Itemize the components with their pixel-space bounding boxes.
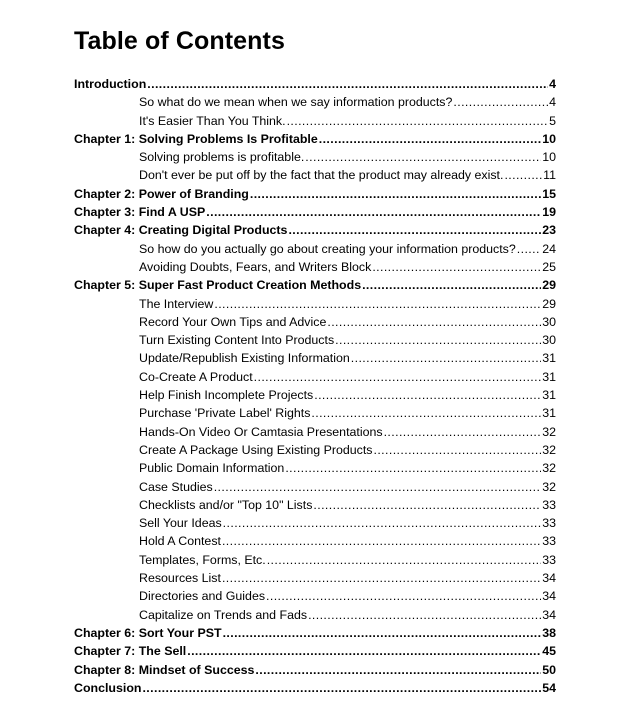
toc-section-entry[interactable]: [74, 386, 556, 404]
toc-entry-label: Chapter 4: Creating Digital Products: [74, 223, 288, 238]
toc-section-entry[interactable]: [74, 313, 556, 331]
toc-chapter-entry[interactable]: [74, 75, 556, 93]
toc-dot-leader: [223, 624, 542, 642]
toc-entry-label: Chapter 8: Mindset of Success: [74, 662, 255, 677]
toc-entry-label: So how do you actually go about creating your information products?: [139, 241, 516, 256]
toc-entry-label: Don't ever be put off by the fact that the product may already exist.: [139, 168, 504, 183]
toc-section-entry[interactable]: [74, 569, 556, 587]
toc-entry-label: Chapter 2: Power of Branding: [74, 186, 249, 201]
toc-entry-label: Help Finish Incomplete Projects: [139, 388, 314, 403]
toc-section-entry[interactable]: [74, 404, 556, 422]
toc-section-entry[interactable]: [74, 148, 556, 166]
toc-entry-label: Hands-On Video Or Camtasia Presentations: [139, 424, 383, 439]
toc-entry-label: Sell Your Ideas: [139, 516, 222, 531]
toc-dot-leader: [250, 185, 541, 203]
toc-page-number: 29: [542, 278, 556, 293]
toc-page-number: 33: [542, 497, 556, 512]
toc-entry-label: Hold A Contest: [139, 534, 221, 549]
toc-entry-label: Chapter 7: The Sell: [74, 644, 187, 659]
toc-dot-leader: [313, 496, 541, 514]
toc-page-number: 33: [542, 552, 556, 567]
toc-page-number: 4: [549, 95, 556, 110]
toc-dot-leader: [351, 349, 541, 367]
toc-page-number: 10: [542, 131, 556, 146]
toc-dot-leader: [147, 75, 548, 93]
toc-page-number: 25: [542, 259, 556, 274]
toc-entry-label: Chapter 5: Super Fast Product Creation Methods: [74, 278, 362, 293]
toc-dot-leader: [311, 404, 541, 422]
toc-dot-leader: [287, 112, 549, 130]
toc-chapter-entry[interactable]: [74, 679, 556, 697]
toc-dot-leader: [255, 661, 541, 679]
toc-entry-label: Resources List: [139, 571, 221, 586]
toc-chapter-entry[interactable]: [74, 624, 556, 642]
toc-page-number: 31: [542, 406, 556, 421]
toc-page-number: 45: [542, 644, 556, 659]
toc-page-number: 33: [542, 516, 556, 531]
toc-page-number: 11: [543, 168, 556, 183]
toc-chapter-entry[interactable]: [74, 130, 556, 148]
toc-dot-leader: [373, 441, 541, 459]
toc-section-entry[interactable]: [74, 295, 556, 313]
toc-dot-leader: [314, 386, 541, 404]
toc-chapter-entry[interactable]: [74, 185, 556, 203]
toc-entry-label: Turn Existing Content Into Products: [139, 333, 335, 348]
toc-entry-label: Purchase 'Private Label' Rights: [139, 406, 311, 421]
toc-dot-leader: [305, 148, 541, 166]
toc-section-entry[interactable]: [74, 496, 556, 514]
toc-page-number: 38: [542, 625, 556, 640]
toc-chapter-entry[interactable]: [74, 661, 556, 679]
toc-entry-label: Chapter 3: Find A USP: [74, 205, 206, 220]
toc-entry-label: Record Your Own Tips and Advice: [139, 314, 327, 329]
toc-page-number: 34: [542, 589, 556, 604]
toc-dot-leader: [266, 587, 541, 605]
page-title: Table of Contents: [74, 27, 285, 55]
toc-dot-leader: [288, 221, 541, 239]
toc-section-entry[interactable]: [74, 587, 556, 605]
toc-entry-label: Create A Package Using Existing Products: [139, 442, 373, 457]
toc-section-entry[interactable]: [74, 240, 556, 258]
toc-page-number: 30: [542, 314, 556, 329]
toc-entry-label: Checklists and/or "Top 10" Lists: [139, 497, 313, 512]
toc-chapter-entry[interactable]: [74, 276, 556, 294]
toc-section-entry[interactable]: [74, 514, 556, 532]
toc-dot-leader: [453, 93, 548, 111]
toc-page-number: 23: [542, 223, 556, 238]
toc-dot-leader: [142, 679, 541, 697]
toc-dot-leader: [517, 240, 541, 258]
toc-section-entry[interactable]: [74, 606, 556, 624]
toc-dot-leader: [223, 514, 542, 532]
toc-page-number: 34: [542, 571, 556, 586]
toc-dot-leader: [254, 368, 542, 386]
toc-dot-leader: [206, 203, 541, 221]
toc-section-entry[interactable]: [74, 258, 556, 276]
toc-section-entry[interactable]: [74, 551, 556, 569]
toc-dot-leader: [214, 478, 542, 496]
toc-page-number: 50: [542, 662, 556, 677]
toc-page-number: 32: [542, 461, 556, 476]
toc-entry-label: It's Easier Than You Think.: [139, 113, 286, 128]
toc-page-number: 30: [542, 333, 556, 348]
toc-chapter-entry[interactable]: [74, 642, 556, 660]
toc-page-number: 15: [542, 186, 556, 201]
toc-dot-leader: [372, 258, 541, 276]
toc-chapter-entry[interactable]: [74, 221, 556, 239]
toc-section-entry[interactable]: [74, 166, 556, 184]
toc-section-entry[interactable]: [74, 423, 556, 441]
toc-section-entry[interactable]: [74, 478, 556, 496]
toc-dot-leader: [285, 459, 541, 477]
toc-chapter-entry[interactable]: [74, 203, 556, 221]
toc-page-number: 33: [542, 534, 556, 549]
toc-page-number: 32: [542, 442, 556, 457]
toc-dot-leader: [335, 331, 541, 349]
toc-dot-leader: [319, 130, 541, 148]
toc-page-number: 29: [542, 296, 556, 311]
toc-page-number: 32: [542, 479, 556, 494]
toc-dot-leader: [308, 606, 541, 624]
toc-dot-leader: [214, 295, 541, 313]
toc-page-number: 10: [542, 150, 556, 165]
toc-entry-label: Avoiding Doubts, Fears, and Writers Block: [139, 259, 372, 274]
toc-list: [74, 75, 556, 697]
toc-section-entry[interactable]: [74, 112, 556, 130]
toc-entry-label: Introduction: [74, 77, 147, 91]
toc-dot-leader: [504, 166, 542, 184]
toc-page-number: 24: [542, 241, 556, 256]
toc-entry-label: Directories and Guides: [139, 589, 266, 604]
toc-section-entry[interactable]: [74, 441, 556, 459]
toc-dot-leader: [222, 532, 541, 550]
toc-dot-leader: [362, 276, 541, 294]
toc-page-number: 34: [542, 607, 556, 622]
toc-entry-label: Public Domain Information: [139, 461, 285, 476]
toc-entry-label: The Interview: [139, 296, 214, 311]
toc-page-number: 32: [542, 424, 556, 439]
toc-entry-label: Co-Create A Product: [139, 369, 253, 384]
toc-entry-label: So what do we mean when we say information products?: [139, 95, 453, 110]
toc-page-number: 31: [542, 351, 556, 366]
toc-section-entry[interactable]: [74, 331, 556, 349]
toc-dot-leader: [222, 569, 541, 587]
toc-section-entry[interactable]: [74, 368, 556, 386]
toc-page-number: 19: [542, 205, 556, 220]
toc-entry-label: Update/Republish Existing Information: [139, 351, 350, 366]
toc-page-number: 5: [549, 113, 556, 128]
toc-page-number: 4: [549, 77, 556, 91]
toc-entry-label: Chapter 1: Solving Problems Is Profitable: [74, 131, 318, 146]
toc-section-entry[interactable]: [74, 532, 556, 550]
toc-page-number: 54: [542, 680, 556, 695]
toc-entry-label: Capitalize on Trends and Fads: [139, 607, 308, 622]
toc-dot-leader: [187, 642, 541, 660]
toc-entry-label: Conclusion: [74, 680, 142, 695]
toc-entry-label: Solving problems is profitable.: [139, 150, 305, 165]
toc-section-entry[interactable]: [74, 349, 556, 367]
toc-dot-leader: [327, 313, 541, 331]
toc-entry-label: Case Studies: [139, 479, 213, 494]
toc-section-entry[interactable]: [74, 93, 556, 111]
toc-dot-leader: [267, 551, 542, 569]
toc-page-number: 31: [542, 369, 556, 384]
toc-entry-label: Chapter 6: Sort Your PST: [74, 625, 222, 640]
toc-dot-leader: [384, 423, 542, 441]
toc-entry-label: Templates, Forms, Etc.: [139, 552, 266, 567]
toc-section-entry[interactable]: [74, 459, 556, 477]
toc-page-number: 31: [542, 388, 556, 403]
